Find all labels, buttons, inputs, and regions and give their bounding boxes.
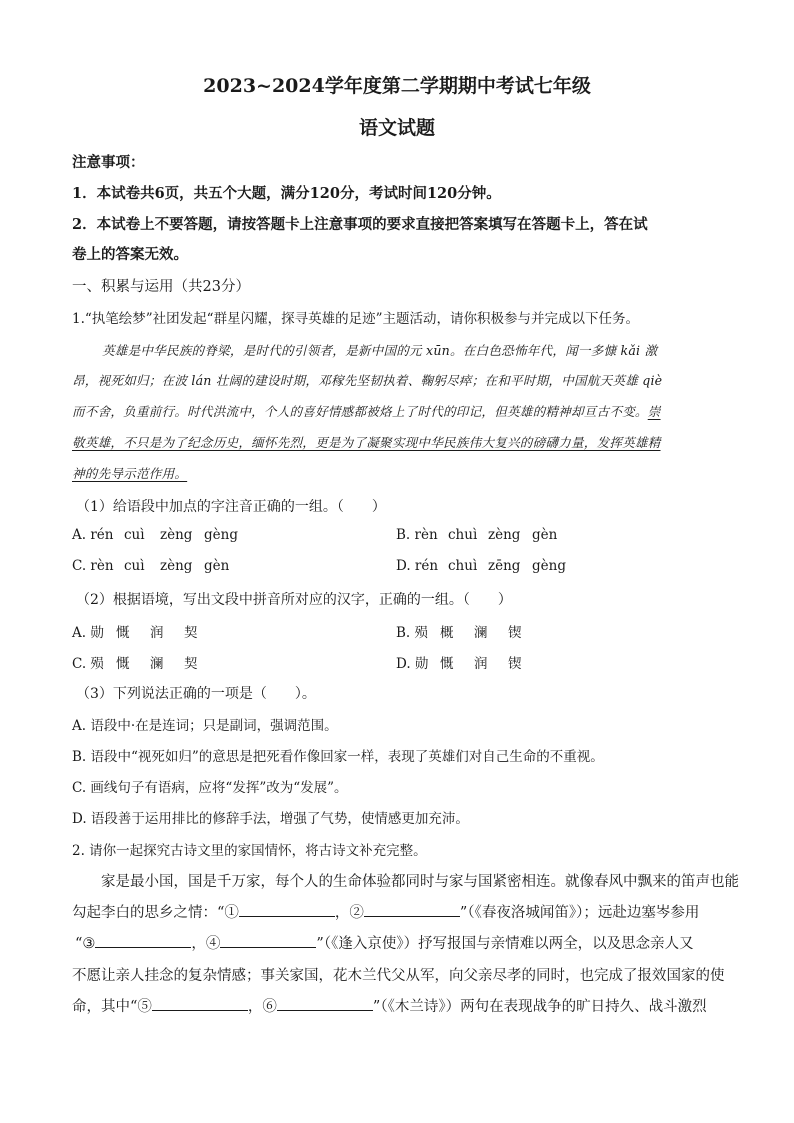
q1-sub1-stem: （1）给语段中加点的字注音正确的一组。（ ） <box>76 499 386 515</box>
q1-sub3-option-c[interactable]: C. 画线句子有语病，应将“发挥”改为“发展”。 <box>72 780 348 796</box>
notice-item-2b: 卷上的答案无效。 <box>72 246 188 263</box>
blank-3-input[interactable] <box>95 933 191 948</box>
q1-sub1-option-a[interactable]: A. rén cuì zèng gèng <box>72 527 238 543</box>
q2-stem: 2. 请你一起探究古诗文里的家国情怀，将古诗文补充完整。 <box>72 843 427 859</box>
blank-1-input[interactable] <box>239 902 335 917</box>
notice-heading: 注意事项： <box>72 154 145 171</box>
blank-5-input[interactable] <box>152 996 248 1011</box>
blank-4-input[interactable] <box>220 933 316 948</box>
passage-line-3-text: 而不舍，负重前行。时代洪流中，个人的喜好情感都被烙上了时代的印记，但英雄的精神却亘古不变。 <box>72 404 648 419</box>
q2-text-line-2: 勾起李白的思乡之情：“① ，② ”（《春夜洛城闻笛》）；远赴边塞岑参用 <box>72 901 699 922</box>
underlined-sentence-line-5: 神的先导示范作用。 <box>72 466 188 481</box>
q1-stem: 1.“执笔绘梦”社团发起“群星闪耀，探寻英雄的足迹”主题活动，请你积极参与并完成以下任务。 <box>72 311 639 327</box>
q2-text-line-3: “③ ，④ ”（《逢入京使》）抒写报国与亲情难以两全，以及思念亲人又 <box>75 932 694 953</box>
passage-line-2: 昂，视死如归；在波 lán 壮阔的建设时期，邓稼先坚韧执着、鞠躬尽瘁；在和平时期，中国航天英雄 qiè <box>72 373 663 388</box>
passage-line-3 <box>72 401 720 420</box>
q1-sub2-option-b[interactable]: B. 殒 概 澜 锲 <box>396 625 522 641</box>
blank-6-input[interactable] <box>277 996 373 1011</box>
section-1-heading: 一、积累与运用（共23分） <box>72 279 250 295</box>
q1-sub3-option-a[interactable]: A. 语段中·在是连词；只是副词，强调范围。 <box>72 718 338 734</box>
q2-text-line-5: 命，其中“⑤ ，⑥ ”（《木兰诗》）两句在表现战争的旷日持久、战斗激烈 <box>72 995 707 1016</box>
page-subtitle: 语文试题 <box>358 117 435 139</box>
q1-sub1-option-d[interactable]: D. rén chuì zēng gèng <box>396 558 566 574</box>
notice-item-1: 1．本试卷共6页，共五个大题，满分120分，考试时间120分钟。 <box>72 185 501 202</box>
q1-sub1-option-c[interactable]: C. rèn cuì zèng gèn <box>72 558 230 574</box>
blank-2-input[interactable] <box>364 902 460 917</box>
notice-item-2a: 2．本试卷上不要答题，请按答题卡上注意事项的要求直接把答案填写在答题卡上，答在试 <box>72 216 648 233</box>
q2-text-line-4: 不愿让亲人挂念的复杂情感；事关家国，花木兰代父从军，向父亲尽孝的同时，也完成了报效国家的使 <box>72 968 725 984</box>
page-title: 2023~2024学年度第二学期期中考试七年级 <box>203 75 591 97</box>
q1-sub3-option-d[interactable]: D. 语段善于运用排比的修辞手法，增强了气势，使情感更加充沛。 <box>72 811 469 827</box>
q1-sub2-option-a[interactable]: A. 勋 慨 润 契 <box>72 625 198 641</box>
underlined-sentence-line-4: 敬英雄，不只是为了纪念历史，缅怀先烈，更是为了凝聚实现中华民族伟大复兴的磅礴力量，发挥英雄精 <box>72 435 661 450</box>
q1-sub2-stem: （2）根据语境，写出文段中拼音所对应的汉字，正确的一组。（ ） <box>76 592 512 608</box>
q1-sub3-stem: （3）下列说法正确的一项是（ ）。 <box>76 686 316 702</box>
q1-sub2-option-c[interactable]: C. 殒 慨 澜 契 <box>72 656 198 672</box>
passage-line-1: 英雄是中华民族的脊梁，是时代的引领者，是新中国的元 xūn。在白色恐怖年代，闻一多慷 kǎi 激 <box>102 343 658 358</box>
q1-sub3-option-b[interactable]: B. 语段中“视死如归”的意思是把死看作像回家一样，表现了英雄们对自己生命的不重视。 <box>72 749 604 765</box>
q1-sub2-option-d[interactable]: D. 勋 慨 润 锲 <box>396 656 522 672</box>
q1-sub1-option-b[interactable]: B. rèn chuì zèng gèn <box>396 527 558 543</box>
underlined-sentence-start: 崇 <box>647 404 661 419</box>
q2-text-line-1: 家是最小国，国是千万家，每个人的生命体验都同时与家与国紧密相连。就像春风中飘来的笛声也能 <box>101 874 739 890</box>
